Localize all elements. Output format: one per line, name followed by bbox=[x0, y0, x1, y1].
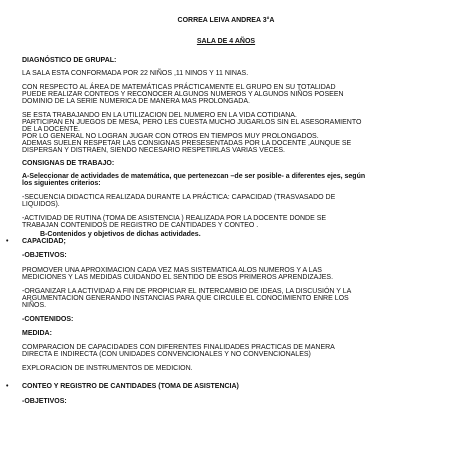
section-heading-capacidad: CAPACIDAD; bbox=[22, 238, 66, 245]
section-heading-conteo: CONTEO Y REGISTRO DE CANTIDADES (TOMA DE ASISTENCIA) bbox=[22, 383, 239, 390]
paragraph-line: DISPERSAN Y DISTRAEN, SIENDO NECESARIO RESPETIRLAS VARIAS VECES. bbox=[22, 147, 285, 154]
medida-label: MEDIDA: bbox=[22, 330, 52, 337]
objetivos-label: -OBJETIVOS: bbox=[22, 398, 67, 405]
paragraph-line: POR LO GENERAL NO LOGRAN JUGAR CON OTROS EN TIEMPOS MUY PROLONGADOS. bbox=[22, 133, 319, 140]
objetivos-label: -OBJETIVOS: bbox=[22, 252, 67, 259]
document-title: CORREA LEIVA ANDREA 3°A bbox=[177, 17, 275, 24]
paragraph-line: DIRECTA E INDIRECTA (CON UNIDADES CONVENCIONALES Y NO CONVENCIONALES) bbox=[22, 351, 311, 358]
paragraph-line: PARTICIPAN EN JUEGOS DE MESA, PERO LES CUESTA MUCHO JUGARLOS SIN EL ASESORAMIENTO bbox=[22, 119, 362, 126]
paragraph-line: LA SALA ESTA CONFORMADA POR 22 NIÑOS ,11 NINOS Y 11 NINAS. bbox=[22, 70, 249, 77]
paragraph-line: -SECUENCIA DIDACTICA REALIZADA DURANTE LA PRÁCTICA: CAPACIDAD (TRASVASADO DE bbox=[22, 194, 336, 201]
paragraph-line: TRABAJAN CONTENIDOS DE REGISTRO DE CANTIDADES Y CONTEO . bbox=[22, 222, 259, 229]
paragraph-line: B-Contenidos y objetivos de dichas actividades. bbox=[40, 231, 201, 238]
paragraph-line: -ORGANIZAR LA ACTIVIDAD A FIN DE PROPICIAR EL INTERCAMBIO DE IDEAS, LA DISCUSIÓN Y LA bbox=[22, 288, 352, 295]
paragraph-line: NIÑOS. bbox=[22, 302, 47, 309]
paragraph-line: MEDICIONES Y LAS MEDIDAS CUIDANDO EL SENTIDO DE ESOS PRIMEROS APRENDIZAJES. bbox=[22, 274, 334, 281]
bullet-icon: • bbox=[6, 383, 9, 390]
paragraph-line: DOMINIO DE LA SERIE NUMERICA DE MANERA MAS PROLONGADA. bbox=[22, 98, 250, 105]
paragraph-line: PROMOVER UNA APROXIMACION CADA VEZ MAS SISTEMATICA ALOS NUMEROS Y A LAS bbox=[22, 267, 322, 274]
document-subtitle: SALA DE 4 AÑOS bbox=[196, 38, 256, 45]
paragraph-line: COMPARACION DE CAPACIDADES CON DIFERENTES FINALIDADES PRACTICAS DE MANERA bbox=[22, 344, 335, 351]
paragraph-line: los siguientes criterios: bbox=[22, 180, 101, 187]
paragraph-line: ADEMAS SUELEN RESPETAR LAS CONSIGNAS PRESESENTADAS POR LA DOCENTE ,AUNQUE SE bbox=[22, 140, 352, 147]
paragraph-line: ARGUMENTACION GENERANDO INSTANCIAS PARA QUE CIRCULE EL CONOCIMIENTO ENRE LOS bbox=[22, 295, 349, 302]
paragraph-line: A-Seleccionar de actividades de matemática, que pertenezcan –de ser posible- a diferentes ejes, según bbox=[22, 173, 366, 180]
contenidos-label: -CONTENIDOS: bbox=[22, 316, 74, 323]
section-heading-consignas: CONSIGNAS DE TRABAJO: bbox=[22, 160, 115, 167]
paragraph-line: SE ESTA TRABAJANDO EN LA UTILIZACION DEL NUMERO EN LA VIDA COTIDIANA. bbox=[22, 112, 297, 119]
bullet-icon: • bbox=[6, 238, 9, 245]
section-heading-diagnostico: DIAGNÓSTICO DE GRUPAL: bbox=[22, 57, 117, 64]
paragraph-line: -ACTIVIDAD DE RUTINA (TOMA DE ASISTENCIA ) REALIZADA POR LA DOCENTE DONDE SE bbox=[22, 215, 327, 222]
paragraph-line: EXPLORACION DE INSTRUMENTOS DE MEDICION. bbox=[22, 365, 193, 372]
paragraph-line: DE LA DOCENTE. bbox=[22, 126, 80, 133]
paragraph-line: CON RESPECTO AL ÁREA DE MATEMÁTICAS PRÁCTICAMENTE EL GRUPO EN SU TOTALIDAD bbox=[22, 84, 336, 91]
paragraph-line: PUEDE REALIZAR CONTEOS Y RECONOCER ALGUNOS NUMEROS Y ALGUNOS NIÑOS POSEEN bbox=[22, 91, 344, 98]
paragraph-line: LIQUIDOS). bbox=[22, 201, 60, 208]
